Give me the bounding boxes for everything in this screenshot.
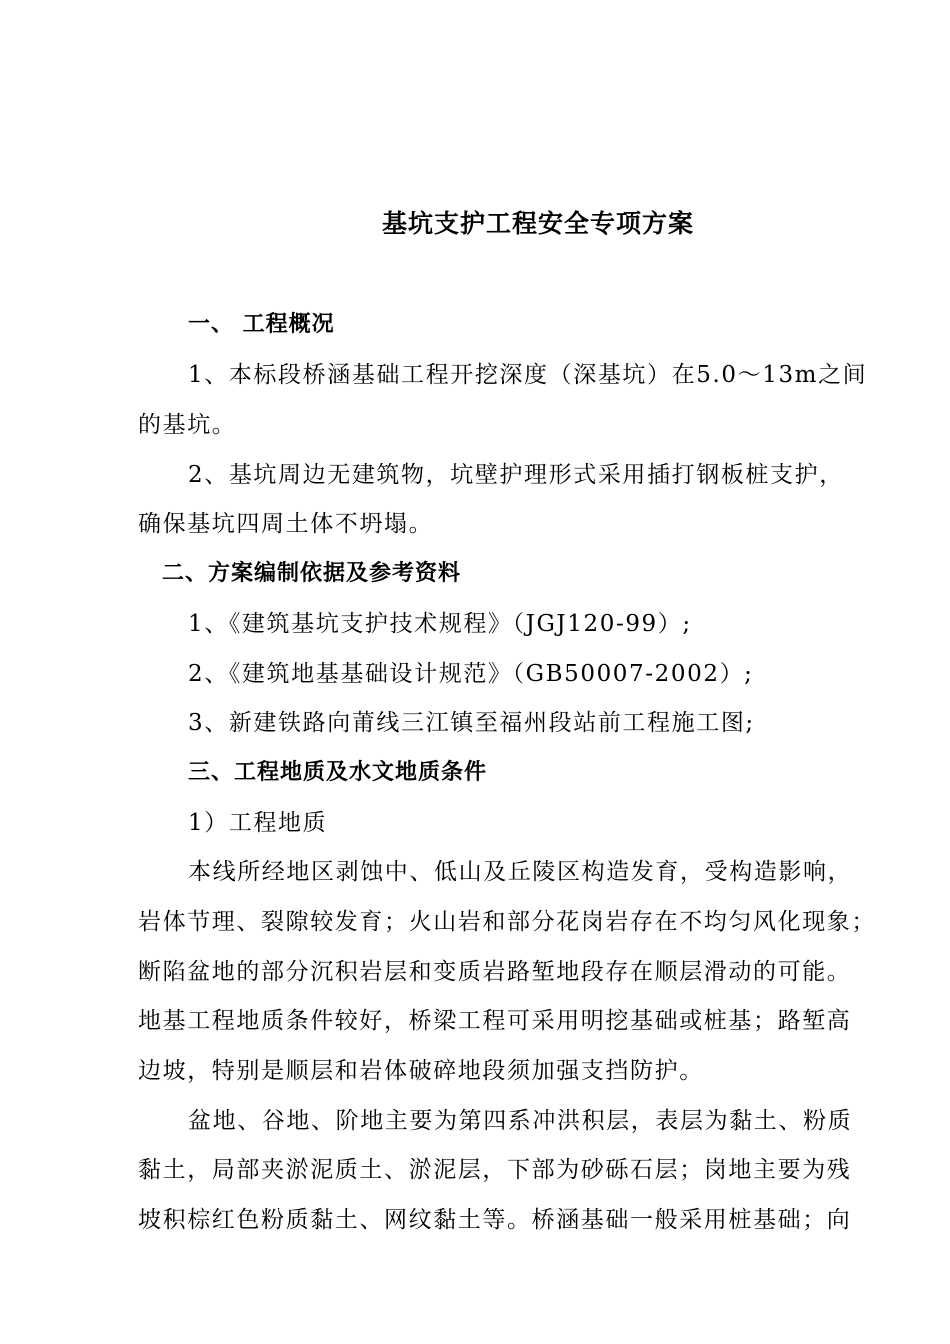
document-title: 基坑支护工程安全专项方案 bbox=[381, 209, 694, 238]
paragraph-line: 本线所经地区剥蚀中、低山及丘陵区构造发育，受构造影响， bbox=[188, 859, 853, 885]
paragraph-line: 边坡，特别是顺层和岩体破碎地段须加强支挡防护。 bbox=[138, 1058, 704, 1084]
paragraph-line: 2、基坑周边无建筑物，坑壁护理形式采用插打钢板桩支护， bbox=[188, 462, 844, 488]
paragraph-line: 的基坑。 bbox=[138, 412, 237, 438]
paragraph-line: 坡积棕红色粉质黏土、网纹黏土等。桥涵基础一般采用桩基础；向 bbox=[138, 1207, 852, 1233]
paragraph-line: 断陷盆地的部分沉积岩层和变质岩路堑地段存在顺层滑动的可能。 bbox=[138, 959, 852, 985]
paragraph-line: 黏土，局部夹淤泥质土、淤泥层，下部为砂砾石层；岗地主要为残 bbox=[138, 1157, 852, 1183]
section-heading-geology: 三、工程地质及水文地质条件 bbox=[188, 760, 488, 785]
paragraph-line: 岩体节理、裂隙较发育；火山岩和部分花岗岩存在不均匀风化现象； bbox=[138, 909, 876, 935]
paragraph-line: 确保基坑四周土体不坍塌。 bbox=[138, 511, 434, 537]
section-heading-overview: 一、 工程概况 bbox=[188, 312, 335, 337]
reference-item: 3、新建铁路向莆线三江镇至福州段站前工程施工图; bbox=[188, 710, 755, 736]
reference-item: 2、《建筑地基基础设计规范》（GB50007-2002）; bbox=[188, 661, 754, 687]
section-heading-basis: 二、方案编制依据及参考资料 bbox=[162, 561, 462, 586]
paragraph-line: 盆地、谷地、阶地主要为第四系冲洪积层，表层为黏土、粉质 bbox=[188, 1108, 853, 1134]
reference-item: 1、《建筑基坑支护技术规程》（JGJ120-99）; bbox=[188, 611, 692, 637]
paragraph-line: 地基工程地质条件较好，桥梁工程可采用明挖基础或桩基；路堑高 bbox=[138, 1008, 852, 1034]
subsection-heading: 1）工程地质 bbox=[188, 810, 328, 836]
paragraph-line: 1、本标段桥涵基础工程开挖深度（深基坑）在5.0～13m之间 bbox=[188, 362, 868, 388]
